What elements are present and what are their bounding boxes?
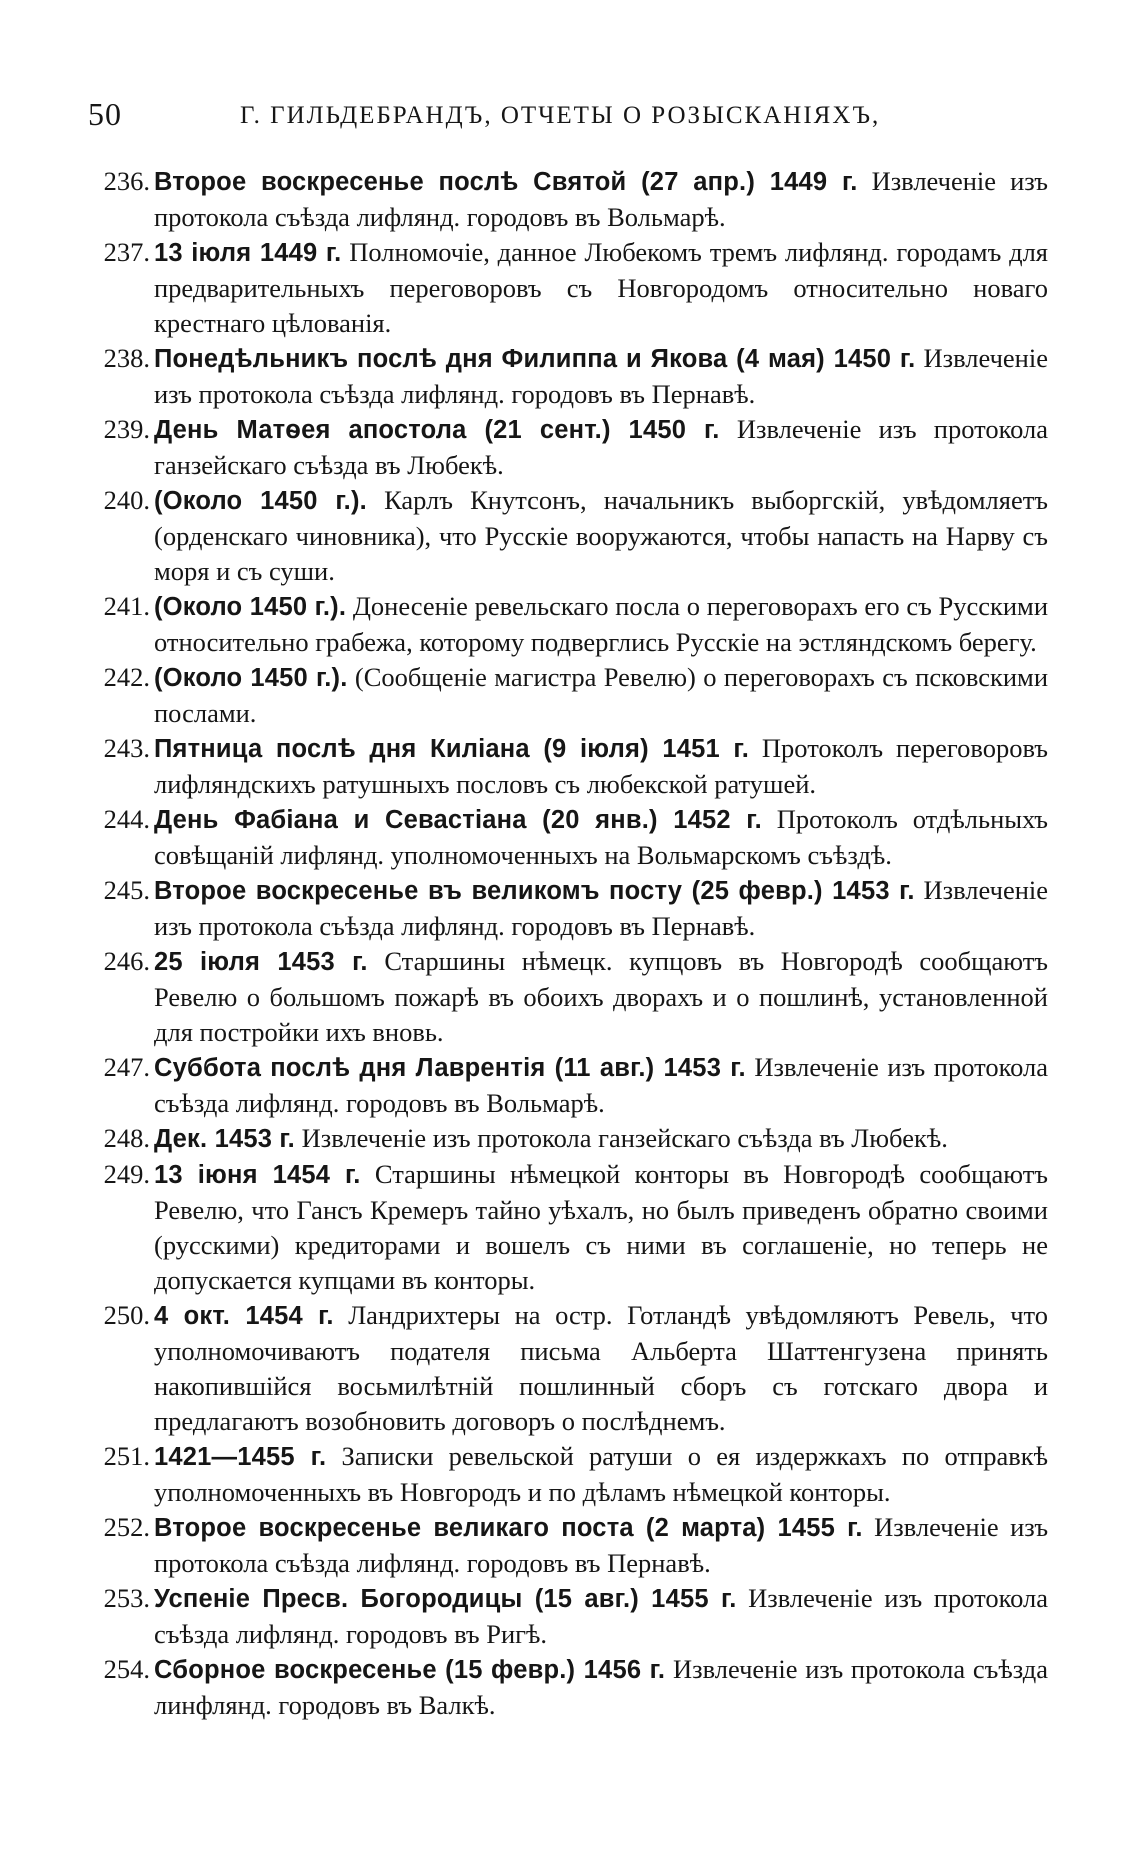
entry-number: 248. — [103, 1123, 150, 1153]
entry-text: Извлеченіе изъ протокола съѣзда лифлянд. городовъ въ Ригѣ. — [154, 1583, 1048, 1649]
entry-239 — [88, 412, 1048, 483]
entry-text: Протоколъ отдѣльныхъ совѣщаній лифлянд. уполномоченныхъ на Вольмарскомъ съѣздѣ. — [154, 804, 1048, 870]
entry-246 — [88, 944, 1048, 1050]
entry-text: Извлеченіе изъ протокола съѣзда лифлянд. городовъ въ Пернавѣ. — [154, 875, 1049, 941]
entry-number: 247. — [103, 1052, 150, 1082]
entry-text: Извлеченіе изъ протокола съѣзда лифлянд. городовъ въ Пернавѣ. — [154, 343, 1048, 409]
entry-text: Старшины нѣмецк. купцовъ въ Новгородѣ сообщаютъ Ревелю о большомъ пожарѣ въ обоихъ дворахъ и о пошлинѣ, установленной для постройки ихъ вновь. — [154, 946, 1049, 1047]
entry-number: 254. — [103, 1654, 150, 1684]
running-title: Г. ГИЛЬДЕБРАНДЪ, ОТЧЕТЫ О РОЗЫСКАНIЯХЪ, — [240, 102, 881, 129]
entry-text: Протоколъ переговоровъ лифляндскихъ ратушныхъ пословъ съ любекской ратушей. — [154, 733, 1048, 799]
entry-number: 249. — [103, 1159, 150, 1189]
entry-date: 13 іюля 1449 г. — [154, 239, 342, 267]
entry-244 — [88, 802, 1048, 873]
entry-248 — [88, 1121, 1048, 1157]
entry-text: Старшины нѣмецкой конторы въ Новгородѣ сообщаютъ Ревелю, что Гансъ Кремеръ тайно уѣхалъ, но былъ приведенъ обратно своими (русскими) кредиторами и вошелъ съ ними въ соглашеніе, но теперь не допускается купцами въ конторы. — [154, 1159, 1048, 1295]
entry-number: 240. — [103, 485, 150, 515]
entry-number: 242. — [103, 662, 150, 692]
entry-date: Сборное воскресенье (15 февр.) 1456 г. — [154, 1656, 666, 1684]
entry-number: 244. — [103, 804, 150, 834]
entry-254 — [88, 1652, 1048, 1723]
page-number: 50 — [88, 96, 122, 132]
entry-253 — [88, 1581, 1048, 1652]
entry-date: 25 іюля 1453 г. — [154, 948, 368, 976]
entry-text: Донесеніе ревельскаго посла о переговорахъ его съ Русскими относительно грабежа, которому подверглись Русскіе на эстляндскомъ берегу. — [154, 591, 1049, 657]
entry-text: Ландрихтеры на остр. Готландѣ увѣдомляютъ Ревель, что уполномочиваютъ подателя письма Альберта Шаттенгузена принять накопившійся восьмилѣтній пошлинный сборъ съ готскаго двора и предлагаютъ возобновить договоръ о послѣднемъ. — [154, 1300, 1048, 1436]
entry-number: 239. — [103, 414, 150, 444]
entry-number: 243. — [103, 733, 150, 763]
entry-date: День Фабіана и Севастіана (20 янв.) 1452 г. — [154, 806, 762, 834]
entry-text: Извлеченіе изъ протокола ганзейскаго съѣзда въ Любекѣ. — [301, 1123, 948, 1153]
entry-number: 238. — [103, 343, 150, 373]
entry-date: (Около 1450 г.). — [154, 487, 367, 515]
entry-243 — [88, 731, 1048, 802]
entry-250 — [88, 1298, 1048, 1439]
entry-date: Дек. 1453 г. — [154, 1125, 295, 1153]
entry-number: 253. — [103, 1583, 150, 1613]
entry-text: Полномочіе, данное Любекомъ тремъ лифлянд. городамъ для предварительныхъ переговоровъ съ Новгородомъ относительно новаго крестнаго цѣлованія. — [154, 237, 1048, 338]
entry-text: Извлеченіе изъ протокола съѣзда лифлянд. городовъ въ Пернавѣ. — [154, 1512, 1049, 1578]
entry-text: Извлеченіе изъ протокола ганзейскаго съѣзда въ Любекѣ. — [154, 414, 1049, 480]
entry-245 — [88, 873, 1048, 944]
entry-number: 250. — [103, 1300, 150, 1330]
entry-number: 236. — [103, 166, 150, 196]
entry-240 — [88, 483, 1048, 589]
entry-date: Понедѣльникъ послѣ дня Филиппа и Якова (4 мая) 1450 г. — [154, 345, 916, 373]
entry-number: 246. — [103, 946, 150, 976]
entry-number: 241. — [103, 591, 150, 621]
entry-236 — [88, 164, 1048, 235]
entry-242 — [88, 660, 1048, 731]
entry-date: 4 окт. 1454 г. — [154, 1302, 334, 1330]
entry-date: Успеніе Пресв. Богородицы (15 авг.) 1455 г. — [154, 1585, 737, 1613]
entry-date: Второе воскресенье въ великомъ посту (25 февр.) 1453 г. — [154, 877, 915, 905]
entry-date: (Около 1450 г.). — [154, 664, 348, 692]
entry-date: 1421—1455 г. — [154, 1443, 327, 1471]
entry-date: Второе воскресенье великаго поста (2 марта) 1455 г. — [154, 1514, 863, 1542]
entry-241 — [88, 589, 1048, 660]
entry-date: Второе воскресенье послѣ Святой (27 апр.) 1449 г. — [154, 168, 858, 196]
entry-list — [88, 164, 1048, 1723]
entry-number: 237. — [103, 237, 150, 267]
entry-date: Пятница послѣ дня Киліана (9 іюля) 1451 г. — [154, 735, 749, 763]
entry-date: День Матѳея апостола (21 сент.) 1450 г. — [154, 416, 720, 444]
entry-date: (Около 1450 г.). — [154, 593, 347, 621]
entry-251 — [88, 1439, 1048, 1510]
entry-date: 13 іюня 1454 г. — [154, 1161, 361, 1189]
entry-247 — [88, 1050, 1048, 1121]
entry-text: Карлъ Кнутсонъ, начальникъ выборгскій, увѣдомляетъ (орденскаго чиновника), что Русскіе вооружаются, чтобы напасть на Нарву съ моря и съ суши. — [154, 485, 1048, 586]
entry-date: Суббота послѣ дня Лаврентія (11 авг.) 1453 г. — [154, 1054, 746, 1082]
entry-249 — [88, 1157, 1048, 1298]
entry-text: Извлеченіе изъ протокола съѣзда лифлянд. городовъ въ Вольмарѣ. — [154, 166, 1048, 232]
entry-number: 245. — [103, 875, 150, 905]
entry-text: Извлеченіе изъ протокола съѣзда линфлянд. городовъ въ Валкѣ. — [154, 1654, 1049, 1720]
entry-text: Извлеченіе изъ протокола съѣзда лифлянд. городовъ въ Вольмарѣ. — [154, 1052, 1049, 1118]
entry-text: Записки ревельской ратуши о ея издержкахъ по отправкѣ уполномоченныхъ въ Новгородъ и по дѣламъ нѣмецкой конторы. — [154, 1441, 1049, 1507]
entry-text: (Сообщеніе магистра Ревелю) о переговорахъ съ псковскими послами. — [154, 662, 1048, 728]
entry-238 — [88, 341, 1048, 412]
entry-237 — [88, 235, 1048, 341]
entry-number: 252. — [103, 1512, 150, 1542]
entry-number: 251. — [103, 1441, 150, 1471]
entry-252 — [88, 1510, 1048, 1581]
page-header — [88, 96, 1048, 140]
